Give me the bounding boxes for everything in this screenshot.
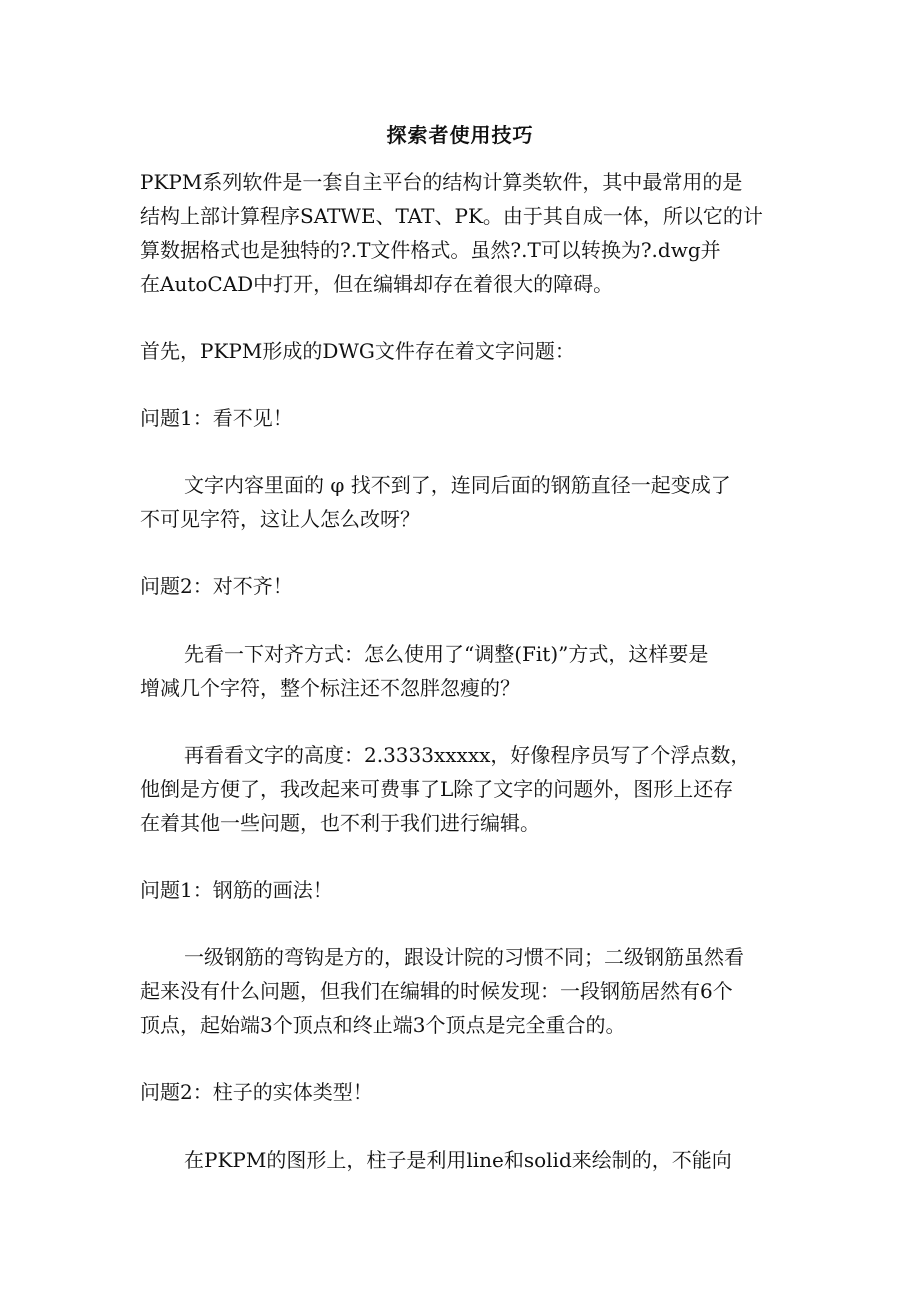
intro-line: 结构上部计算程序SATWE、TAT、PK。由于其自成一体，所以它的计	[140, 204, 763, 228]
intro-line: 算数据格式也是独特的?.T文件格式。虽然?.T可以转换为?.dwg并	[140, 238, 721, 262]
section-text-intro-line: 首先，PKPM形成的DWG文件存在着文字问题：	[140, 339, 575, 363]
intro-line: 在AutoCAD中打开，但在编辑却存在着很大的障碍。	[140, 272, 614, 296]
height-paragraph	[140, 738, 790, 840]
height-body-line: 再看看文字的高度：2.3333xxxxx，好像程序员写了个浮点数，	[184, 743, 751, 767]
q2-heading	[140, 569, 790, 603]
q1-body-line: 文字内容里面的 φ 找不到了，连同后面的钢筋直径一起变成了	[184, 473, 731, 497]
q1-heading-line: 问题1：看不见！	[140, 406, 293, 430]
g2-heading	[140, 1075, 790, 1109]
height-body-line: 他倒是方便了，我改起来可费事了L除了文字的问题外，图形上还存	[140, 777, 734, 801]
intro-line: PKPM系列软件是一套自主平台的结构计算类软件，其中最常用的是	[140, 170, 743, 194]
g1-body	[140, 940, 790, 1042]
g1-body-line: 起来没有什么问题，但我们在编辑的时候发现：一段钢筋居然有6个	[140, 979, 733, 1003]
g1-body-line: 一级钢筋的弯钩是方的，跟设计院的习惯不同；二级钢筋虽然看	[184, 945, 744, 969]
g1-body-line: 顶点，起始端3个顶点和终止端3个顶点是完全重合的。	[140, 1013, 626, 1037]
q2-body	[140, 637, 790, 705]
q2-body-line: 先看一下对齐方式：怎么使用了“调整(Fit)”方式，这样要是	[184, 642, 709, 666]
height-body-line: 在着其他一些问题，也不利于我们进行编辑。	[140, 811, 540, 835]
g1-heading	[140, 873, 790, 907]
q2-body-line: 增减几个字符，整个标注还不忽胖忽瘦的？	[140, 676, 520, 700]
document-title: 探索者使用技巧	[386, 123, 534, 147]
intro-paragraph	[140, 165, 790, 301]
g1-heading-line: 问题1：钢筋的画法！	[140, 878, 333, 902]
section-text-intro	[140, 334, 790, 368]
q1-heading	[140, 401, 790, 435]
q1-body-line: 不可见字符，这让人怎么改呀？	[140, 507, 420, 531]
q1-body	[140, 468, 790, 536]
g2-heading-line: 问题2：柱子的实体类型！	[140, 1080, 373, 1104]
q2-heading-line: 问题2：对不齐！	[140, 574, 293, 598]
g2-body-line: 在PKPM的图形上，柱子是利用line和solid来绘制的，不能向	[184, 1148, 732, 1172]
g2-body	[140, 1143, 790, 1177]
